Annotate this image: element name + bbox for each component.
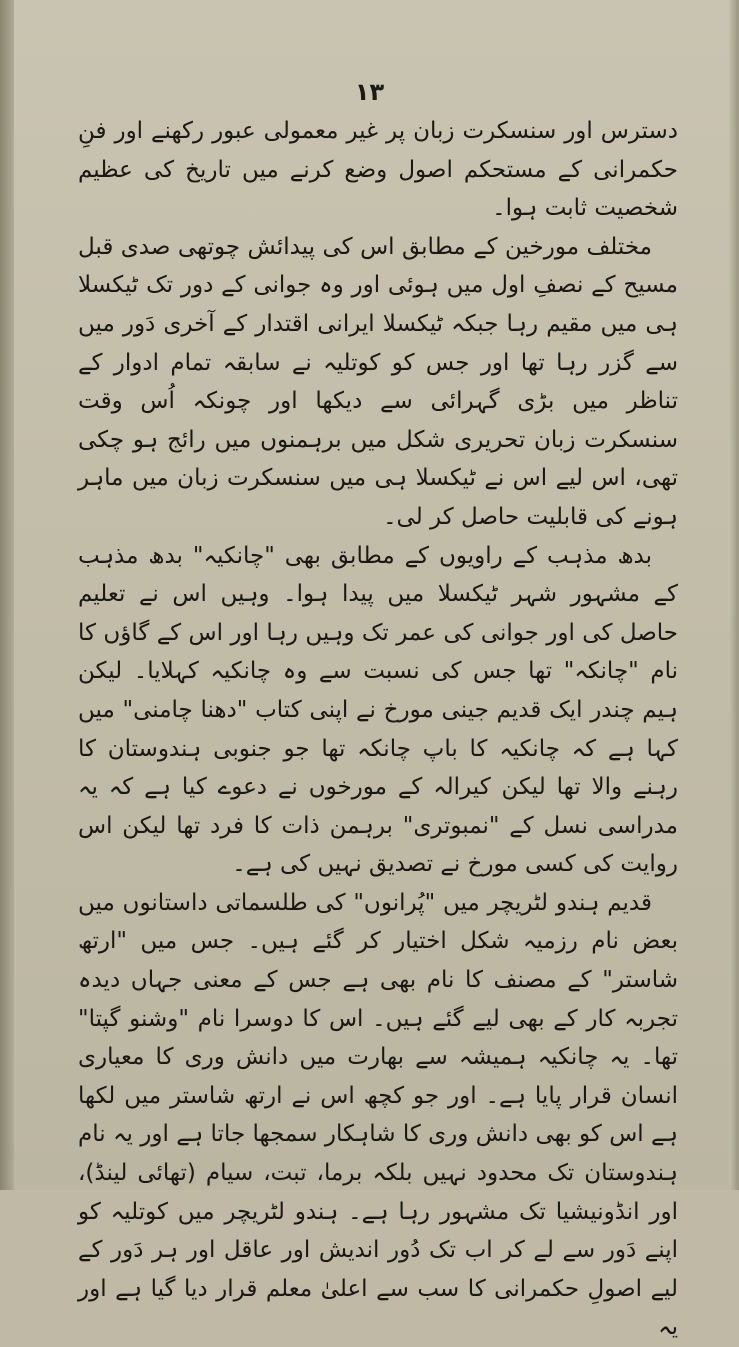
body-text xyxy=(78,112,678,1347)
page-edge-shadow xyxy=(729,0,739,1190)
page-number: ۱۳ xyxy=(354,78,385,106)
paragraph-3: بدھ مذہب کے راویوں کے مطابق بھی "چانکیہ" بدھ مذہب کے مشہور شہر ٹیکسلا میں پیدا ہوا۔ وہیں اس نے تعلیم حاصل کی اور جوانی کی عمر تک وہیں رہا اور اس کے گاؤں کا نام "چانکہ" تھا جس کی نسبت سے وہ چانکیہ کہلایا۔ لیکن ہیم چندر ایک قدیم جینی مورخ نے اپنی کتاب "دھنا چامنی" میں کہا ہے کہ چانکیہ کا باپ چانکہ تھا جو جنوبی ہندوستان کا رہنے والا تھا لیکن کیرالہ کے مورخوں نے دعوے کیا ہے کہ یہ مدراسی نسل کے "نمبوتری" برہمن ذات کا فرد تھا لیکن اس روایت کی کسی مورخ نے تصدیق نہیں کی ہے۔ xyxy=(78,542,678,878)
paragraph-2: مختلف مورخین کے مطابق اس کی پیدائش چوتھی صدی قبل مسیح کے نصفِ اول میں ہوئی اور وہ جوانی کے دور تک ٹیکسلا ہی میں مقیم رہا جبکہ ٹیکسلا ایرانی اقتدار کے آخری دَور میں سے گزر رہا تھا اور جس کو کوتلیہ نے سابقہ تمام ادوار کے تناظر میں بڑی گہرائی سے دیکھا اور چونکہ اُس وقت سنسکرت زبان تحریری شکل میں برہمنوں میں رائج ہو چکی تھی، اس لیے اس نے ٹیکسلا ہی میں سنسکرت زبان میں ماہر ہونے کی قابلیت حاصل کر لی۔ xyxy=(78,233,678,530)
paragraph-1: دسترس اور سنسکرت زبان پر غیر معمولی عبور رکھنے اور فنِ حکمرانی کے مستحکم اصول وضع کرنے میں تاریخ کی عظیم شخصیت ثابت ہوا۔ xyxy=(78,118,678,222)
paragraph-4: قدیم ہندو لٹریچر میں "پُرانوں" کی طلسماتی داستانوں میں بعض نام رزمیہ شکل اختیار کر گئے ہیں۔ جس میں "ارتھ شاستر" کے مصنف کا نام بھی ہے جس کے معنی جہاں دیدہ تجربہ کار کے بھی لیے گئے ہیں۔ اس کا دوسرا نام "وشنو گپتا" تھا۔ یہ چانکیہ ہمیشہ سے بھارت میں دانش وری کا معیاری انسان قرار پایا ہے۔ اور جو کچھ اس نے ارتھ شاستر میں لکھا ہے اس کو بھی دانش وری کا شاہکار سمجھا جاتا ہے اور یہ نام ہندوستان تک محدود نہیں بلکہ برما، تبت، سیام (تھائی لینڈ)، اور انڈونیشیا تک مشہور رہا ہے۔ ہندو لٹریچر میں کوتلیہ کو اپنے دَور سے لے کر اب تک دُور اندیش اور عاقل اور ہر دَور کے لیے اصولِ حکمرانی کا سب سے اعلیٰ معلم قرار دیا گیا ہے اور یہ xyxy=(78,889,678,1341)
page-binding-shadow xyxy=(0,0,14,1190)
